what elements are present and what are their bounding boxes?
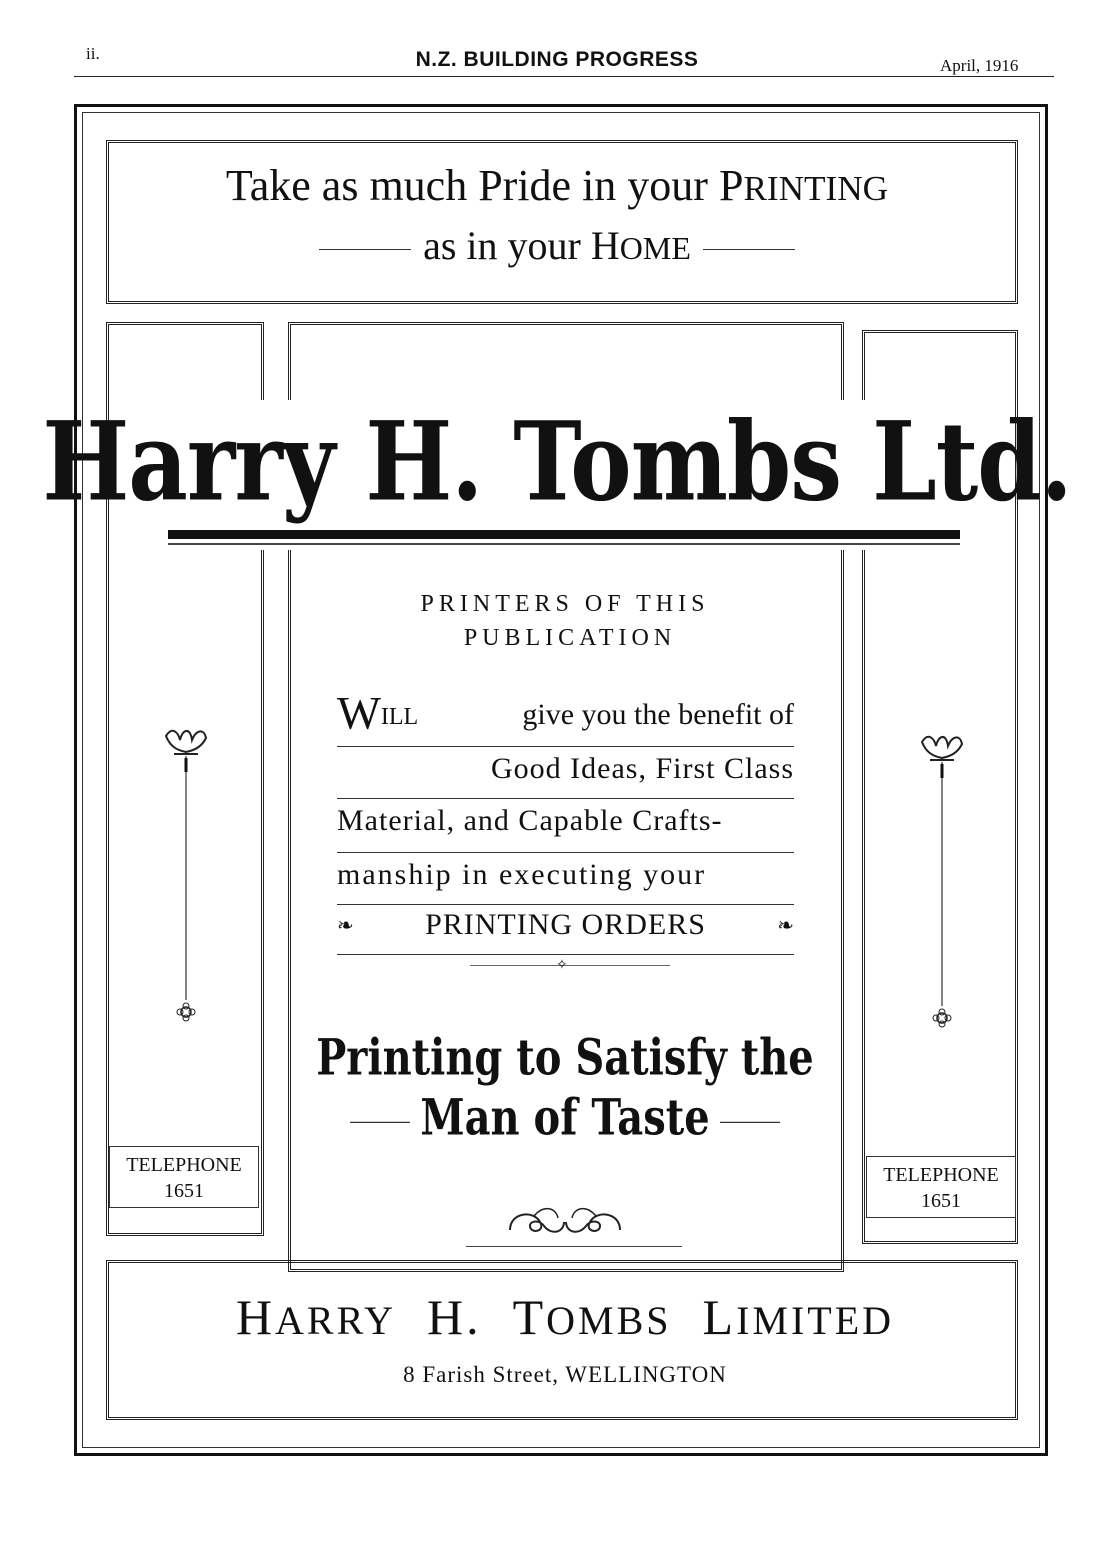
- telephone-label: TELEPHONE: [883, 1164, 999, 1186]
- scroll-ornament-icon: [500, 1198, 630, 1244]
- company-name: Harry H. Tombs Ltd.: [42, 398, 1072, 526]
- flourish-icon: ❧: [777, 914, 794, 937]
- telephone-number: 1651: [164, 1180, 204, 1202]
- body-line4: manship in executing your: [337, 858, 707, 891]
- telephone-label: TELEPHONE: [126, 1154, 242, 1176]
- body-line3: Material, and Capable Crafts-: [337, 804, 723, 837]
- telephone-left: [109, 1152, 259, 1204]
- publication-title: N.Z. BUILDING PROGRESS: [415, 48, 699, 71]
- body-rule: [337, 954, 794, 955]
- top-banner-line1: Take as much Pride in your PRINTING: [225, 161, 889, 210]
- page-number: ii.: [86, 44, 100, 63]
- ornament-rule: [466, 1246, 682, 1247]
- lotus-pendant-icon: [158, 722, 214, 1032]
- company-address: 8 Farish Street, WELLINGTON: [403, 1362, 727, 1387]
- flourish-icon: ❧: [337, 914, 354, 937]
- ornament-rule: [470, 965, 670, 966]
- body-rule: [337, 746, 794, 747]
- header-rule: [74, 76, 1054, 77]
- name-underline-thick: [168, 530, 960, 539]
- body-rule: [337, 904, 794, 905]
- lotus-pendant-icon: [914, 728, 970, 1038]
- body-line5: ❧ PRINTING ORDERS ❧: [337, 908, 794, 941]
- issue-date: April, 1916: [940, 56, 1019, 75]
- company-name-footer: HARRY H. TOMBS LIMITED: [235, 1289, 895, 1345]
- slogan-line2: Man of Taste: [0, 1088, 1114, 1147]
- printers-line1: PRINTERS OF THIS: [420, 591, 710, 617]
- slogan-line1: Printing to Satisfy the: [316, 1028, 814, 1087]
- body-line2: Good Ideas, First Class: [491, 752, 794, 785]
- printers-line2: PUBLICATION: [463, 625, 677, 651]
- body-line1: WILL give you the benefit of: [337, 688, 794, 740]
- top-banner-line2: as in your HOME: [0, 222, 1114, 269]
- body-rule: [337, 852, 794, 853]
- star-ornament-icon: ✧: [556, 958, 568, 973]
- name-underline-thin: [168, 543, 960, 545]
- telephone-right: [866, 1162, 1016, 1214]
- body-rule: [337, 798, 794, 799]
- telephone-number: 1651: [921, 1190, 961, 1212]
